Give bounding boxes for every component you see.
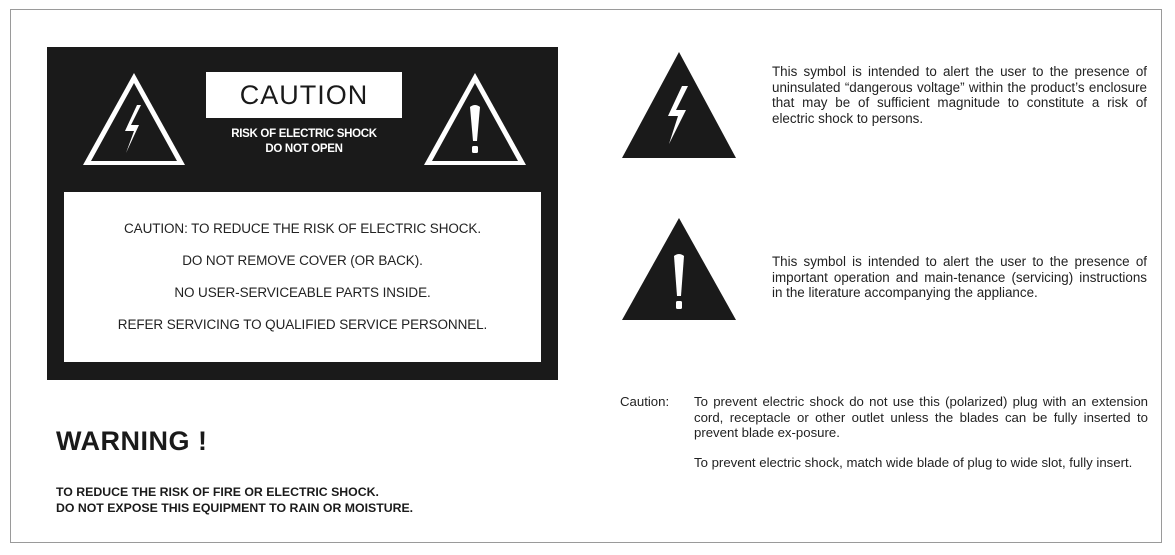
lightning-triangle-icon	[81, 71, 187, 167]
caution-heading: CAUTION	[206, 72, 402, 118]
warning-line1: TO REDUCE THE RISK OF FIRE OR ELECTRIC SHOCK.	[56, 485, 379, 499]
exclamation-symbol-description: This symbol is intended to alert the user to the presence of important operation and main-tenance (servicing) instructions in the literature accompanying the appliance.	[772, 254, 1147, 300]
caution-sub-line1: RISK OF ELECTRIC SHOCK	[231, 128, 377, 140]
caution-line: NO USER-SERVICEABLE PARTS INSIDE.	[174, 285, 431, 300]
caution-label-header	[47, 47, 558, 191]
exclamation-triangle-icon	[620, 216, 738, 322]
caution-label	[47, 47, 558, 380]
lightning-triangle-icon	[620, 50, 738, 160]
exclamation-triangle-icon	[422, 71, 528, 167]
caution-line: DO NOT REMOVE COVER (OR BACK).	[182, 253, 423, 268]
lightning-symbol-description: This symbol is intended to alert the user to the presence of uninsulated “dangerous voltage” within the product’s enclosure that may be of sufficient magnitude to constitute a risk of electric shock to persons.	[772, 64, 1147, 126]
caution-note-paragraph2: To prevent electric shock, match wide blade of plug to wide slot, fully insert.	[694, 455, 1133, 470]
caution-note-paragraph1: To prevent electric shock do not use this (polarized) plug with an extension cord, receptacle or other outlet unless the blades can be fully inserted to prevent blade ex-posure.	[694, 394, 1148, 440]
caution-subheading	[206, 118, 402, 166]
caution-instructions-panel	[64, 192, 541, 362]
warning-line2: DO NOT EXPOSE THIS EQUIPMENT TO RAIN OR MOISTURE.	[56, 501, 414, 515]
warning-text	[56, 484, 413, 516]
caution-sub-line2: DO NOT OPEN	[265, 143, 343, 155]
caution-box	[206, 72, 402, 188]
caution-line: CAUTION: TO REDUCE THE RISK OF ELECTRIC SHOCK.	[124, 221, 481, 236]
caution-line: REFER SERVICING TO QUALIFIED SERVICE PERSONNEL.	[117, 317, 488, 332]
caution-note-label: Caution:	[620, 394, 670, 409]
warning-title: WARNING !	[56, 426, 208, 456]
